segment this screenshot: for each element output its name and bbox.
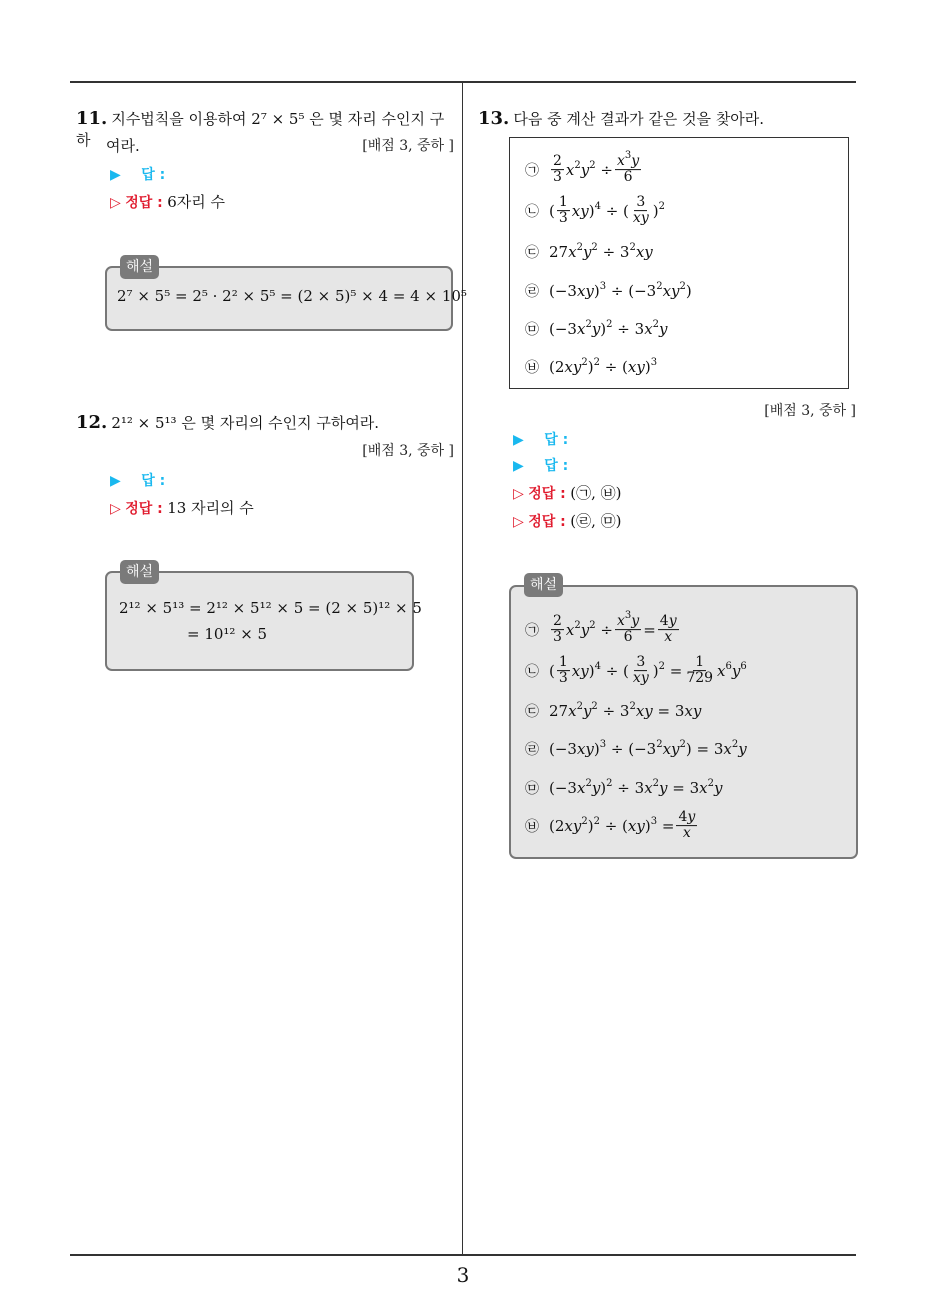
fraction: $\frac{4y}{x}$ — [678, 809, 696, 842]
item-label: ㉡ — [525, 664, 539, 680]
q13-correct-answer-1: (㉠, ㉥) — [570, 484, 622, 502]
q13-item-4: ㉣ $(-3xy)^3 \div (-3^2xy^2)$ — [525, 281, 692, 300]
q11-correct-row — [110, 191, 225, 212]
q12-correct-answer: 13 자리의 수 — [167, 499, 254, 517]
column-divider — [462, 82, 463, 1254]
q13-correct-label-2: 정답 : — [528, 514, 566, 530]
fraction: $\frac{2}{3}$ — [553, 153, 562, 186]
q11-answer-label: 답 : — [141, 167, 166, 183]
fraction: $\frac{4y}{x}$ — [659, 613, 677, 646]
q12-solution-tag: 해설 — [120, 560, 159, 584]
top-rule — [70, 81, 856, 83]
q13-solution-1: ㉠ $\frac{2}{3}$ $x^2y^2$ ÷ $\frac{x^3y}{6}$ = $\frac{4y}{x}$ — [525, 610, 677, 646]
answer-marker-icon: ▶ — [110, 473, 121, 489]
item-label: ㉣ — [525, 284, 539, 300]
q13-number: 13. — [478, 108, 510, 129]
q13-score: [배점 3, 중하 ] — [764, 403, 856, 419]
q11-text-line2: 여라. — [106, 137, 140, 155]
item-label: ㉥ — [525, 819, 539, 835]
q12-solution-line2: = 10¹² × 5 — [187, 625, 268, 643]
q13-item-6: ㉥ $(2xy^2)^2 \div (xy)^3$ — [525, 357, 658, 376]
correct-marker-icon: ▷ — [110, 195, 121, 211]
fraction: $\frac{1}{3}$ — [558, 654, 568, 687]
item-label: ㉥ — [525, 360, 539, 376]
fraction: $\frac{x^3y}{6}$ — [616, 610, 640, 646]
q12-question — [76, 412, 456, 433]
q13-solution-4: ㉣ $(-3xy)^3 \div (-3^2xy^2) = 3x^2y$ — [525, 739, 747, 758]
q13-correct-label-1: 정답 : — [528, 486, 566, 502]
q12-text: 2¹² × 5¹³ 은 몇 자리의 수인지 구하여라. — [111, 414, 380, 432]
q13-correct-row-2 — [513, 510, 621, 531]
item-label: ㉣ — [525, 742, 539, 758]
q13-item-2: ㉡ ( $\frac{1}{3}$ xy )$^4$ ÷ ( $\frac{3}{xy}$ )$^2$ — [525, 194, 665, 227]
item-label: ㉢ — [525, 245, 539, 261]
correct-marker-icon: ▷ — [513, 486, 524, 502]
q11-score: [배점 3, 중하 ] — [362, 138, 454, 154]
fraction: $\frac{3}{xy}$ — [632, 654, 649, 687]
answer-marker-icon: ▶ — [110, 167, 121, 183]
q11-text-line1: 지수법칙을 이용하여 2⁷ × 5⁵ 은 몇 자리 수인지 구하 — [76, 110, 445, 149]
q11-correct-label: 정답 : — [125, 195, 163, 211]
q12-solution-line1: 2¹² × 5¹³ = 2¹² × 5¹² × 5 = (2 × 5)¹² × 5 — [119, 599, 422, 617]
q13-correct-row-1 — [513, 482, 621, 503]
q13-answer-label-2: 답 : — [544, 458, 569, 474]
q13-answer-row-2 — [513, 455, 568, 475]
bottom-rule — [70, 1254, 856, 1256]
item-label: ㉤ — [525, 322, 539, 338]
q13-answer-row-1 — [513, 429, 568, 449]
fraction: $\frac{x^3y}{6}$ — [616, 150, 640, 186]
q13-item-3: ㉢ $27x^2y^2 \div 3^2xy$ — [525, 242, 653, 261]
correct-marker-icon: ▷ — [110, 501, 121, 517]
q12-correct-row — [110, 497, 254, 518]
q11-solution-tag: 해설 — [120, 255, 159, 279]
q13-text: 다음 중 계산 결과가 같은 것을 찾아라. — [513, 110, 765, 128]
q13-correct-answer-2: (㉣, ㉤) — [570, 512, 622, 530]
item-label: ㉡ — [525, 204, 539, 220]
q12-solution-box — [105, 571, 414, 671]
q13-item-1: ㉠ $\frac{2}{3}$ $x^2y^2$ ÷ $\frac{x^3y}{6}$ — [525, 150, 640, 186]
q12-score: [배점 3, 중하 ] — [362, 443, 454, 459]
q13-item-5: ㉤ $(-3x^2y)^2 \div 3x^2y$ — [525, 319, 668, 338]
page-number: 3 — [456, 1263, 470, 1287]
q12-correct-label: 정답 : — [125, 501, 163, 517]
q11-number: 11. — [76, 108, 108, 129]
answer-marker-icon: ▶ — [513, 458, 524, 474]
q13-solution-6: ㉥ $(2xy^2)^2 \div (xy)^3$ = $\frac{4y}{x}$ — [525, 809, 696, 842]
q13-solution-2: ㉡ ( $\frac{1}{3}$ xy )$^4$ ÷ ( $\frac{3}{xy}$ )$^2$ = $\frac{1}{729}$ $x^6y^6$ — [525, 654, 747, 687]
fraction: $\frac{3}{xy}$ — [632, 194, 649, 227]
item-label: ㉢ — [525, 704, 539, 720]
q12-answer-row — [110, 470, 165, 490]
q12-number: 12. — [76, 412, 108, 433]
q13-question — [478, 108, 858, 129]
q11-answer-row — [110, 164, 165, 184]
fraction: $\frac{2}{3}$ — [553, 613, 562, 646]
item-label: ㉤ — [525, 781, 539, 797]
q12-answer-label: 답 : — [141, 473, 166, 489]
q13-solution-3: ㉢ $27x^2y^2 \div 3^2xy = 3xy$ — [525, 701, 702, 720]
fraction: $\frac{1}{729}$ — [686, 654, 714, 687]
fraction: $\frac{1}{3}$ — [558, 194, 568, 227]
answer-marker-icon: ▶ — [513, 432, 524, 448]
q13-solution-tag: 해설 — [524, 573, 563, 597]
q11-solution: 2⁷ × 5⁵ = 2⁵ · 2² × 5⁵ = (2 × 5)⁵ × 4 = 4 × 10⁵ — [117, 287, 467, 305]
correct-marker-icon: ▷ — [513, 514, 524, 530]
item-label: ㉠ — [525, 163, 539, 179]
q13-solution-5: ㉤ $(-3x^2y)^2 \div 3x^2y = 3x^2y$ — [525, 778, 723, 797]
q13-answer-label-1: 답 : — [544, 432, 569, 448]
item-label: ㉠ — [525, 623, 539, 639]
q11-correct-answer: 6자리 수 — [167, 193, 226, 211]
